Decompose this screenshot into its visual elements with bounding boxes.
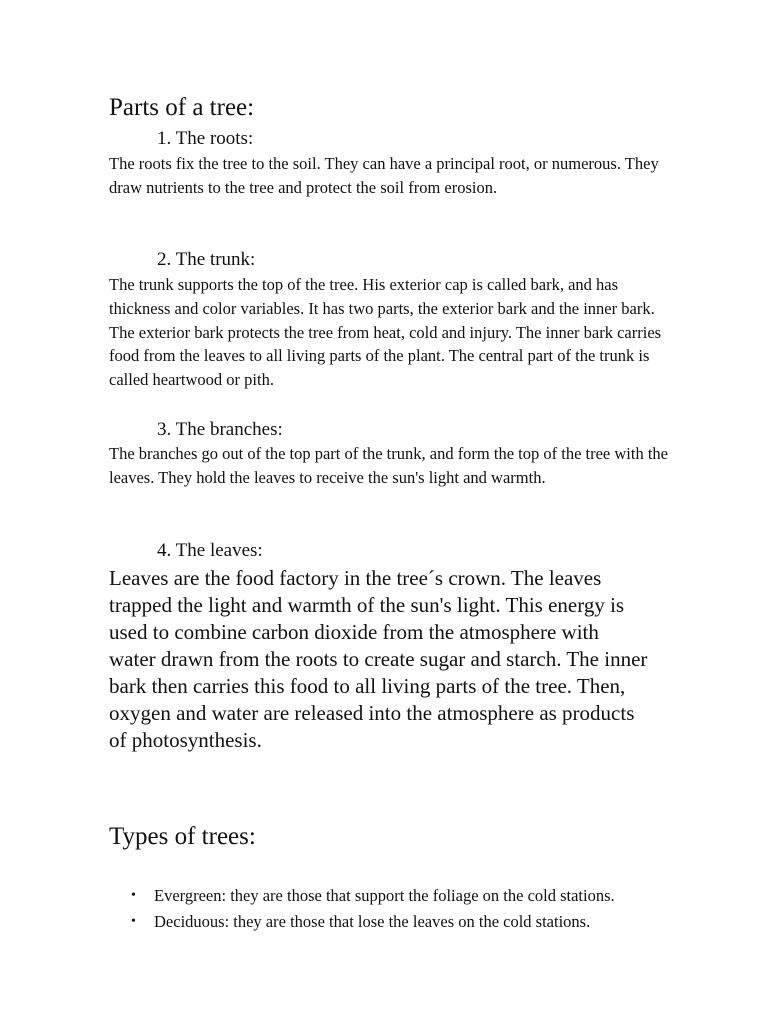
heading-roots: 1. The roots:	[157, 128, 254, 149]
bullet-icon: •	[131, 913, 136, 929]
title-types-of-trees: Types of trees:	[109, 823, 256, 850]
list-item	[109, 884, 629, 908]
paragraph-leaves: Leaves are the food factory in the tree´s crown. The leaves trapped the light and warmth of the sun's light. This energy is used to combine carbon dioxide from the atmosphere with water drawn from the roots to create sugar and starch. The inner bark then carries this food to all living parts of the tree. Then, oxygen and water are released into the atmosphere as products of photosynthesis.	[109, 566, 648, 752]
bullet-text-evergreen: Evergreen: they are those that support the foliage on the cold stations.	[154, 886, 615, 905]
bullet-icon: •	[131, 888, 136, 903]
heading-leaves: 4. The leaves:	[157, 540, 263, 561]
paragraph-trunk: The trunk supports the top of the tree. His exterior cap is called bark, and has thickness and color variables. It has two parts, the exterior bark and the inner bark. The exterior bark protects the tree from heat, cold and injury. The inner bark carries food from the leaves to all living parts of the plant. The central part of the trunk is called heartwood or pith.	[109, 275, 662, 390]
paragraph-roots: The roots fix the tree to the soil. They can have a principal root, or numerous. They draw nutrients to the tree and protect the soil from erosion.	[109, 154, 659, 197]
bullet-list-types	[109, 884, 629, 935]
bullet-text-deciduous: Deciduous: they are those that lose the leaves on the cold stations.	[154, 911, 591, 931]
title-parts-of-a-tree: Parts of a tree:	[109, 94, 255, 121]
paragraph-branches: The branches go out of the top part of the trunk, and form the top of the tree with the leaves. They hold the leaves to receive the sun's light and warmth.	[109, 444, 669, 487]
heading-trunk: 2. The trunk:	[157, 249, 256, 270]
heading-branches: 3. The branches:	[157, 419, 283, 440]
list-item	[109, 910, 629, 934]
